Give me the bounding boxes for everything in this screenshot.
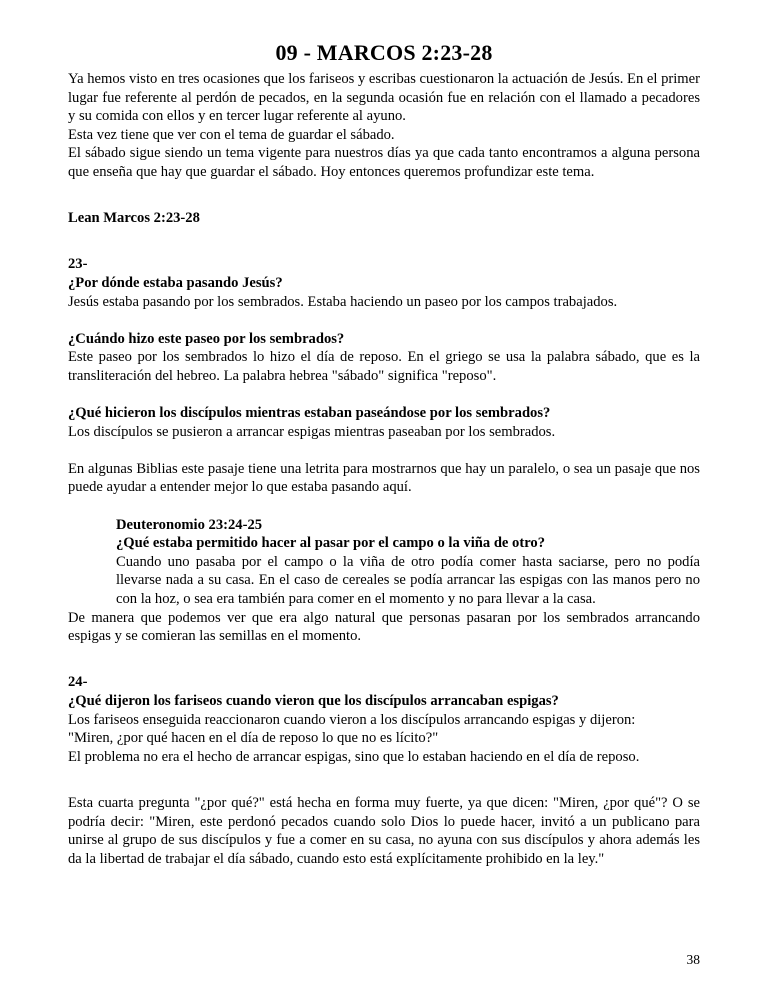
intro-paragraph-1: Ya hemos visto en tres ocasiones que los fariseos y escribas cuestionaron la actuación de Jesús. En el primer lugar fue referente al perdón de pecados, en la segunda ocasión fue en relación con el llamado a pecadores y su comida con ellos y en tercer lugar referente al ayuno.: [68, 71, 700, 125]
spacer: [68, 497, 700, 516]
verse-24-answer-line-c: El problema no era el hecho de arrancar espigas, sino que lo estaban haciendo en el día de reposo.: [68, 748, 640, 765]
spacer: [68, 386, 700, 405]
page-number: 38: [686, 952, 700, 967]
verse-23-answer-1: Jesús estaba pasando por los sembrados. Estaba haciendo un paseo por los campos trabajados.: [68, 293, 618, 310]
spacer: [68, 785, 700, 794]
deuteronomy-question: ¿Qué estaba permitido hacer al pasar por el campo o la viña de otro?: [116, 535, 546, 552]
intro-paragraph-2: Esta vez tiene que ver con el tema de guardar el sábado.: [68, 126, 395, 143]
verse-23-answer-3: Los discípulos se pusieron a arrancar espigas mientras paseaban por los sembrados.: [68, 423, 556, 440]
spacer: [68, 664, 700, 673]
verse-24-answer-line-b: "Miren, ¿por qué hacen en el día de reposo lo que no es lícito?": [68, 730, 439, 747]
verse-24-question-1: ¿Qué dijeron los fariseos cuando vieron que los discípulos arrancaban espigas?: [68, 693, 559, 709]
spacer: [68, 311, 700, 330]
spacer: [68, 441, 700, 460]
spacer: [68, 182, 700, 201]
verse-24-section: [68, 673, 700, 766]
page-title: 09 - MARCOS 2:23-28: [275, 40, 493, 65]
spacer: [68, 766, 700, 785]
verse-23-section: [68, 255, 700, 497]
spacer: [68, 200, 700, 209]
spacer: [68, 228, 700, 247]
verse-24-number: 24-: [68, 674, 88, 691]
verse-23-conclusion: De manera que podemos ver que era algo natural que personas pasaran por los sembrados arrancando espigas y se comieran las semillas en el momento.: [68, 609, 700, 645]
verse-23-answer-2: Este paseo por los sembrados lo hizo el día de reposo. En el griego se usa la palabra sábado, que es la transliteración del hebreo. La palabra hebrea "sábado" significa "reposo".: [68, 349, 700, 384]
verse-23-question-3: ¿Qué hicieron los discípulos mientras estaban paseándose por los sembrados?: [68, 405, 551, 422]
parallel-passage-note: En algunas Biblias este pasaje tiene una letrita para mostrarnos que hay un paralelo, o sea un pasaje que nos puede ayudar a entender mejor lo que estaba pasando aquí.: [68, 460, 700, 496]
verse-24-commentary: Esta cuarta pregunta "¿por qué?" está hecha en forma muy fuerte, ya que dicen: "Miren, ¿por qué"? O se podría decir: "Miren, este perdonó pecados cuando solo Dios lo puede hacer, invitó a un publicano para unirse al grupo de sus discípulos y fue a comer en su casa, no ayuna con sus discípulos y ahora además les da la libertad de trabajar el día sábado, cuando esto está explícitamente prohibido en la ley.": [68, 794, 700, 867]
deuteronomy-reference: Deuteronomio 23:24-25: [116, 516, 263, 533]
deuteronomy-quote-block: [116, 516, 700, 609]
intro-paragraph-3: El sábado sigue siendo un tema vigente para nuestros días ya que cada tanto encontramos a alguna persona que enseña que hay que guardar el sábado. Hoy entonces queremos profundizar este tema.: [68, 145, 700, 180]
verse-24-answer-line-a: Los fariseos enseguida reaccionaron cuando vieron a los discípulos arrancando espigas y dijeron:: [68, 711, 636, 728]
spacer: [68, 246, 700, 255]
verse-23-number: 23-: [68, 256, 88, 273]
verse-23-question-1: ¿Por dónde estaba pasando Jesús?: [68, 274, 283, 291]
deuteronomy-answer: Cuando uno pasaba por el campo o la viña de otro podía comer hasta saciarse, pero no podía llevarse nada a su casa. En el caso de cereales se podía arrancar las espigas con las manos pero no con la hoz, o sea era también para comer en el momento y no para llevar a la casa.: [116, 553, 700, 608]
intro-section: [68, 70, 700, 182]
verse-23-question-2: ¿Cuándo hizo este paseo por los sembrados?: [68, 330, 345, 347]
spacer: [68, 646, 700, 665]
read-instruction: Lean Marcos 2:23-28: [68, 210, 200, 227]
